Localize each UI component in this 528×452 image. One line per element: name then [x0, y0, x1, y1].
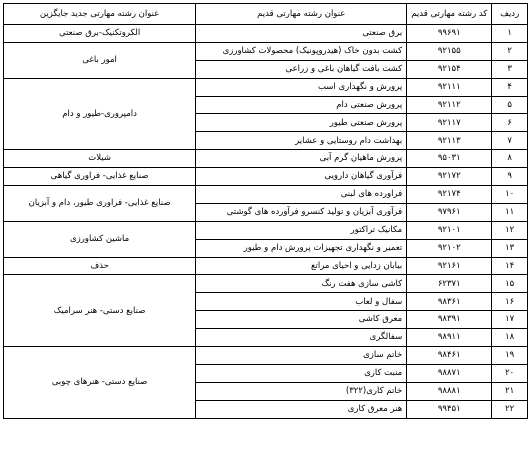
- old-title-cell: کشت بدون خاک (هیدروپونیک) محصولات کشاورزی: [196, 42, 407, 60]
- old-code-cell: ۹۸۸۷۱: [407, 364, 492, 382]
- old-title-cell: بیابان زدایی و احیای مراتع: [196, 257, 407, 275]
- old-code-cell: ۹۲۱۱۱: [407, 78, 492, 96]
- row-number-cell: ۱۹: [492, 347, 528, 365]
- row-number-cell: ۱۲: [492, 221, 528, 239]
- row-number-cell: ۲۰: [492, 364, 528, 382]
- old-code-cell: ۹۲۱۶۱: [407, 257, 492, 275]
- new-title-cell: امور باغی: [4, 42, 196, 78]
- row-number-cell: ۲۲: [492, 400, 528, 418]
- new-title-cell: صنایع دستی- هنرهای چوبی: [4, 347, 196, 419]
- old-code-cell: ۹۲۱۱۲: [407, 96, 492, 114]
- row-number-cell: ۵: [492, 96, 528, 114]
- row-number-cell: ۸: [492, 150, 528, 168]
- old-title-cell: سفال و لعاب: [196, 293, 407, 311]
- table-row: [4, 221, 528, 239]
- table-row: [4, 168, 528, 186]
- row-number-cell: ۱۰: [492, 186, 528, 204]
- row-number-cell: ۹: [492, 168, 528, 186]
- table-row: [4, 275, 528, 293]
- row-number-cell: ۱۴: [492, 257, 528, 275]
- old-title-cell: پرورش صنعتی دام: [196, 96, 407, 114]
- table-row: [4, 78, 528, 96]
- old-code-cell: ۹۹۴۵۱: [407, 400, 492, 418]
- old-code-cell: ۹۲۱۷۲: [407, 168, 492, 186]
- row-number-cell: ۱۵: [492, 275, 528, 293]
- old-code-cell: ۹۸۳۶۱: [407, 293, 492, 311]
- old-title-cell: پرورش ماهیان گرم آبی: [196, 150, 407, 168]
- old-title-cell: برق صنعتی: [196, 25, 407, 43]
- old-code-cell: ۹۹۶۹۱: [407, 25, 492, 43]
- old-code-cell: ۹۸۳۹۱: [407, 311, 492, 329]
- old-code-cell: ۹۲۱۱۳: [407, 132, 492, 150]
- old-title-cell: فرآوری آبزیان و تولید کنسرو فرآورده های گوشتی: [196, 203, 407, 221]
- header-old-code: کد رشته مهارتی قدیم: [407, 4, 492, 25]
- new-title-cell: حذف: [4, 257, 196, 275]
- old-code-cell: ۹۸۸۸۱: [407, 382, 492, 400]
- row-number-cell: ۲: [492, 42, 528, 60]
- old-title-cell: بهداشت دام روستایی و عشایر: [196, 132, 407, 150]
- row-number-cell: ۱۶: [492, 293, 528, 311]
- row-number-cell: ۲۱: [492, 382, 528, 400]
- old-title-cell: پرورش و نگهداری اسب: [196, 78, 407, 96]
- table-body: [4, 25, 528, 419]
- old-title-cell: منبت کاری: [196, 364, 407, 382]
- row-number-cell: ۱۳: [492, 239, 528, 257]
- old-code-cell: ۹۲۱۵۵: [407, 42, 492, 60]
- old-code-cell: ۹۲۱۷۴: [407, 186, 492, 204]
- new-title-cell: صنایع غذایی- فراوری گیاهی: [4, 168, 196, 186]
- new-title-cell: صنایع غذایی- فراوری طیور، دام و آبزیان: [4, 186, 196, 222]
- row-number-cell: ۱: [492, 25, 528, 43]
- table-row: [4, 42, 528, 60]
- header-row-no: ردیف: [492, 4, 528, 25]
- table-row: [4, 186, 528, 204]
- new-title-cell: الکروتکنیک-برق صنعتی: [4, 25, 196, 43]
- old-title-cell: پرورش صنعتی طیور: [196, 114, 407, 132]
- skill-mapping-table: [3, 3, 528, 419]
- table-container: [3, 3, 528, 419]
- old-title-cell: سفالگری: [196, 329, 407, 347]
- header-old-title: عنوان رشته مهارتی قدیم: [196, 4, 407, 25]
- table-row: [4, 150, 528, 168]
- row-number-cell: ۷: [492, 132, 528, 150]
- old-code-cell: ۹۸۹۱۱: [407, 329, 492, 347]
- row-number-cell: ۳: [492, 60, 528, 78]
- old-title-cell: خاتم کاری(۳۲۲): [196, 382, 407, 400]
- old-title-cell: کشت بافت گیاهان باغی و زراعی: [196, 60, 407, 78]
- row-number-cell: ۶: [492, 114, 528, 132]
- row-number-cell: ۴: [492, 78, 528, 96]
- new-title-cell: شیلات: [4, 150, 196, 168]
- header-new-title: عنوان رشته مهارتی جدید جایگزین: [4, 4, 196, 25]
- old-code-cell: ۹۸۴۶۱: [407, 347, 492, 365]
- table-row: [4, 347, 528, 365]
- old-code-cell: ۹۲۱۱۷: [407, 114, 492, 132]
- new-title-cell: دامپروری-طیور و دام: [4, 78, 196, 150]
- table-row: [4, 257, 528, 275]
- old-title-cell: مکانیک تراکتور: [196, 221, 407, 239]
- old-title-cell: فرآوری گیاهان دارویی: [196, 168, 407, 186]
- old-title-cell: هنر معرق کاری: [196, 400, 407, 418]
- row-number-cell: ۱۸: [492, 329, 528, 347]
- old-code-cell: ۹۵۰۳۱: [407, 150, 492, 168]
- new-title-cell: صنایع دستی- هنر سرامیک: [4, 275, 196, 347]
- old-code-cell: ۶۲۳۷۱: [407, 275, 492, 293]
- old-code-cell: ۹۲۱۵۴: [407, 60, 492, 78]
- table-row: [4, 25, 528, 43]
- row-number-cell: ۱۷: [492, 311, 528, 329]
- table-header-row: [4, 4, 528, 25]
- old-title-cell: کاشی سازی هفت رنگ: [196, 275, 407, 293]
- new-title-cell: ماشین کشاورزی: [4, 221, 196, 257]
- old-title-cell: فراورده های لبنی: [196, 186, 407, 204]
- row-number-cell: ۱۱: [492, 203, 528, 221]
- old-title-cell: خاتم سازی: [196, 347, 407, 365]
- old-code-cell: ۹۷۹۶۱: [407, 203, 492, 221]
- old-code-cell: ۹۲۱۰۲: [407, 239, 492, 257]
- old-title-cell: تعمیر و نگهداری تجهیزات پرورش دام و طیور: [196, 239, 407, 257]
- old-code-cell: ۹۲۱۰۱: [407, 221, 492, 239]
- old-title-cell: معرق کاشی: [196, 311, 407, 329]
